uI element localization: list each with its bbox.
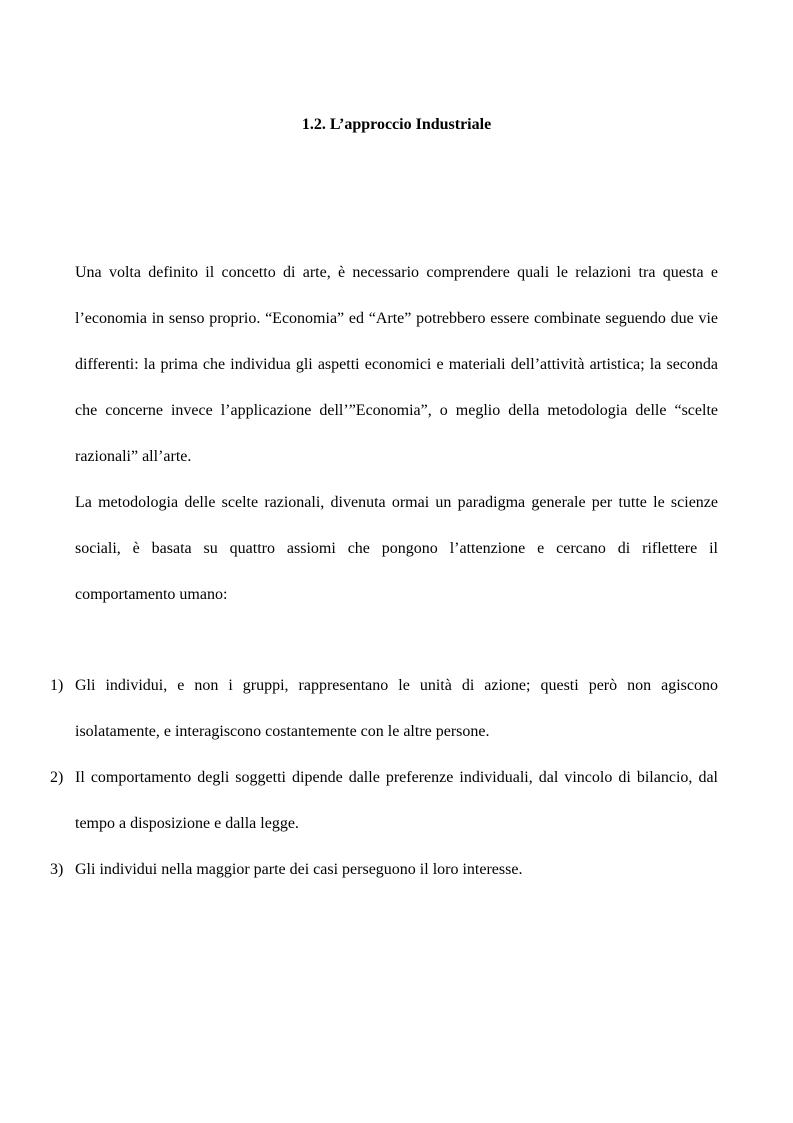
- section-title: 1.2. L’approccio Industriale: [301, 116, 492, 133]
- axioms-list: [50, 663, 718, 893]
- list-marker: 2): [50, 769, 64, 786]
- list-item: [50, 755, 718, 847]
- paragraph-art-economy: Una volta definito il concetto di arte, è necessario comprendere quali le relazioni tra questa e l’economia in senso proprio. “Economia” ed “Arte” potrebbero essere combinate seguendo due vie differenti: la prima che individua gli aspetti economici e materiali dell’attività artistica; la seconda che concerne invece l’applicazione dell’”Economia”, o meglio della metodologia delle “scelte razionali” all’arte.: [75, 264, 718, 465]
- list-item-text: Gli individui, e non i gruppi, rappresentano le unità di azione; questi però non agiscono isolatamente, e interagiscono costantemente con le altre persone.: [75, 677, 718, 740]
- list-item: [50, 847, 718, 893]
- list-marker: 3): [50, 861, 64, 878]
- list-item-text: Gli individui nella maggior parte dei casi perseguono il loro interesse.: [75, 861, 523, 878]
- body-text: [75, 250, 718, 618]
- paragraph-rational-choice: La metodologia delle scelte razionali, divenuta ormai un paradigma generale per tutte le scienze sociali, è basata su quattro assiomi che pongono l’attenzione e cercano di riflettere il comportamento umano:: [75, 494, 718, 603]
- list-item-text: Il comportamento degli soggetti dipende dalle preferenze individuali, dal vincolo di bilancio, dal tempo a disposizione e dalla legge.: [75, 769, 718, 832]
- list-marker: 1): [50, 677, 64, 694]
- list-item: [50, 663, 718, 755]
